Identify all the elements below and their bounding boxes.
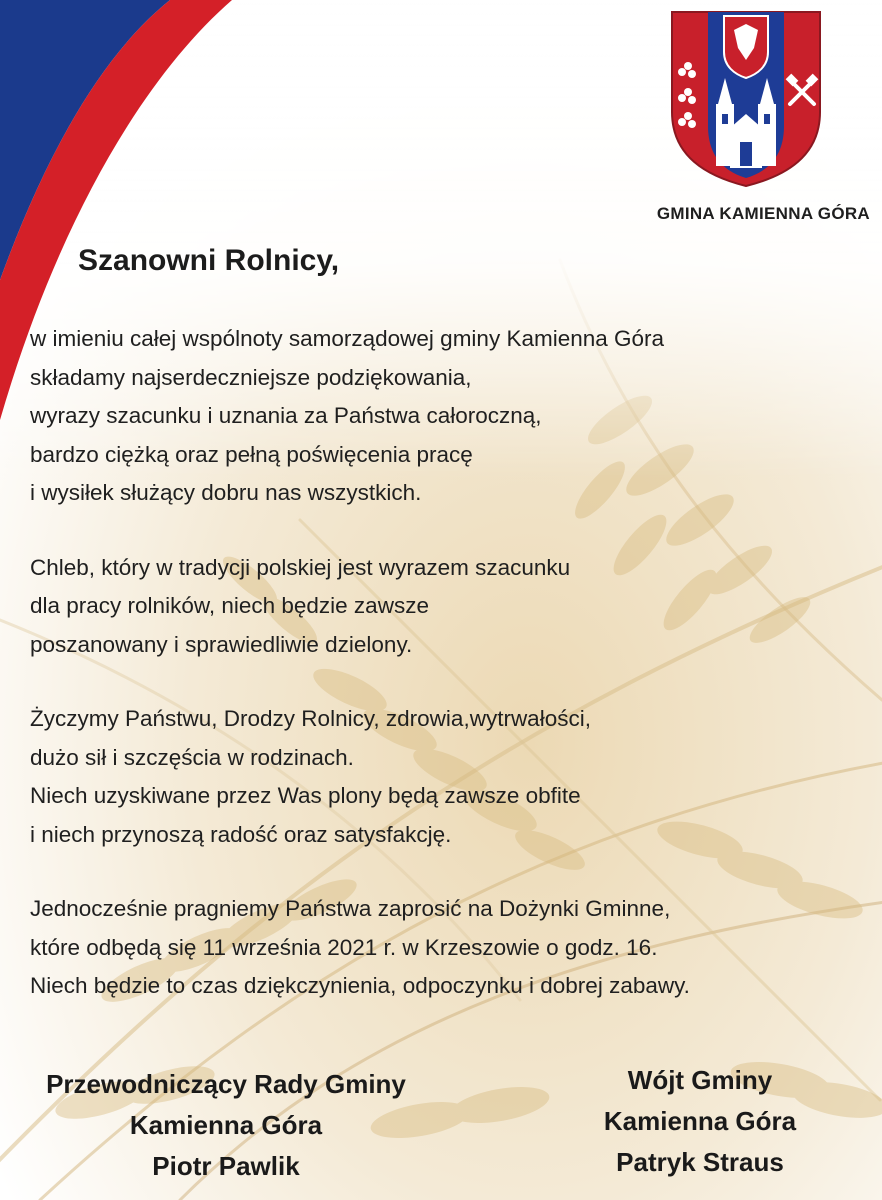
signature-title: Wójt Gminy [627, 1065, 773, 1095]
letter-paragraph-1 [30, 320, 875, 513]
text-line: dużo sił i szczęścia w rodzinach. [30, 744, 354, 770]
text-line: i niech przynoszą radość oraz satysfakcję. [30, 821, 452, 847]
signature-person-name: Piotr Pawlik [152, 1151, 300, 1181]
text-line: Jednocześnie pragniemy Państwa zaprosić na Dożynki Gminne, [30, 896, 671, 921]
text-line: poszanowany i sprawiedliwie dzielony. [30, 631, 413, 657]
text-line: w imieniu całej wspólnoty samorządowej gminy Kamienna Góra [30, 326, 665, 351]
text-line: wyrazy szacunku i uznania za Państwa całoroczną, [30, 403, 542, 428]
signature-municipality: Kamienna Góra [603, 1106, 797, 1136]
signature-council-chairman [0, 1064, 452, 1187]
text-line: składamy najserdeczniejsze podziękowania, [30, 364, 472, 390]
letter-paragraph-4 [30, 890, 875, 1006]
text-line: Życzymy Państwu, Drodzy Rolnicy, zdrowia,wytrwałości, [30, 706, 591, 731]
text-line: Niech uzyskiwane przez Was plony będą zawsze obfite [30, 783, 581, 808]
signature-person-name: Patryk Straus [616, 1147, 784, 1177]
signature-mayor [560, 1060, 840, 1183]
text-line: bardzo ciężką oraz pełną poświęcenia pracę [30, 441, 473, 467]
coat-of-arms-icon [668, 8, 824, 188]
signature-title: Przewodniczący Rady Gminy [46, 1069, 406, 1099]
text-line: dla pracy rolników, niech będzie zawsze [30, 593, 429, 618]
text-line: które odbędą się 11 września 2021 r. w Krzeszowie o godz. 16. [30, 934, 658, 960]
letter-paragraph-3 [30, 700, 875, 854]
signature-municipality: Kamienna Góra [129, 1110, 323, 1140]
greeting-heading: Szanowni Rolnicy, [78, 244, 340, 277]
letter-body [30, 320, 875, 1042]
text-line: Niech będzie to czas dziękczynienia, odpoczynku i dobrej zabawy. [30, 973, 690, 998]
municipality-name: GMINA KAMIENNA GÓRA [656, 204, 870, 223]
text-line: i wysiłek służący dobru nas wszystkich. [30, 480, 422, 505]
text-line: Chleb, który w tradycji polskiej jest wyrazem szacunku [30, 554, 571, 580]
letter-paragraph-2 [30, 549, 875, 665]
